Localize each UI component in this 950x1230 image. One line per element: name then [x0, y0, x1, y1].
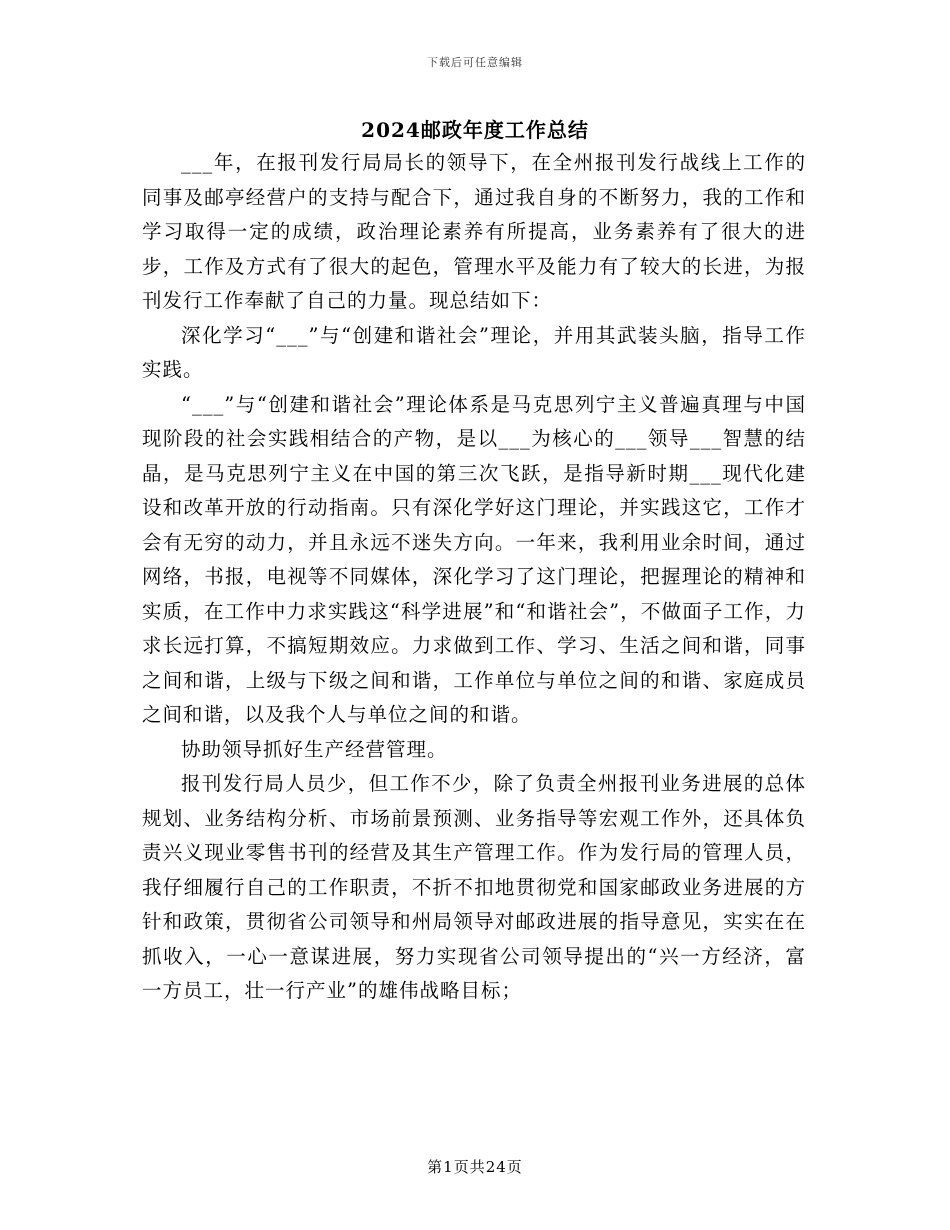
paragraph: ___年，在报刊发行局局长的领导下，在全州报刊发行战线上工作的同事及邮亭经营户的支持与配合下，通过我自身的不断努力，我的工作和学习取得一定的成绩，政治理论素养有所提高，业务素养有了很大的进步，工作及方式有了很大的起色，管理水平及能力有了较大的长进，为报刊发行工作奉献了自己的力量。现总结如下：	[142, 151, 806, 312]
paragraph: 报刊发行局人员少，但工作不少，除了负责全州报刊业务进展的总体规划、业务结构分析、市场前景预测、业务指导等宏观工作外，还具体负责兴义现业零售书刊的经营及其生产管理工作。作为发行局的管理人员，我仔细履行自己的工作职责，不折不扣地贯彻党和国家邮政业务进展的方针和政策，贯彻省公司领导和州局领导对邮政进展的指导意见，实实在在抓收入，一心一意谋进展，努力实现省公司领导提出的“兴一方经济，富一方员工，壮一行产业”的雄伟战略目标；	[142, 772, 806, 1002]
page-footer: 第1页共24页	[427, 1158, 523, 1176]
paragraph: “___”与“创建和谐社会”理论体系是马克思列宁主义普遍真理与中国现阶段的社会实践相结合的产物，是以___为核心的___领导___智慧的结晶，是马克思列宁主义在中国的第三次飞跃，是指导新时期___现代化建设和改革开放的行动指南。只有深化学好这门理论，并实践这它，工作才会有无穷的动力，并且永远不迷失方向。一年来，我利用业余时间，通过网络，书报，电视等不同媒体，深化学习了这门理论，把握理论的精神和实质，在工作中力求实践这“科学进展”和“和谐社会”，不做面子工作，力求长远打算，不搞短期效应。力求做到工作、学习、生活之间和谐，同事之间和谐，上级与下级之间和谐，工作单位与单位之间的和谐、家庭成员之间和谐，以及我个人与单位之间的和谐。	[142, 392, 806, 726]
document-title: 2024邮政年度工作总结	[361, 118, 589, 142]
document-body	[142, 146, 806, 1009]
section-heading: 深化学习“___”与“创建和谐社会”理论，并用其武装头脑，指导工作实践。	[142, 323, 806, 381]
section-heading: 协助领导抓好生产经营管理。	[181, 737, 448, 761]
header-note: 下载后可任意编辑	[427, 56, 523, 69]
